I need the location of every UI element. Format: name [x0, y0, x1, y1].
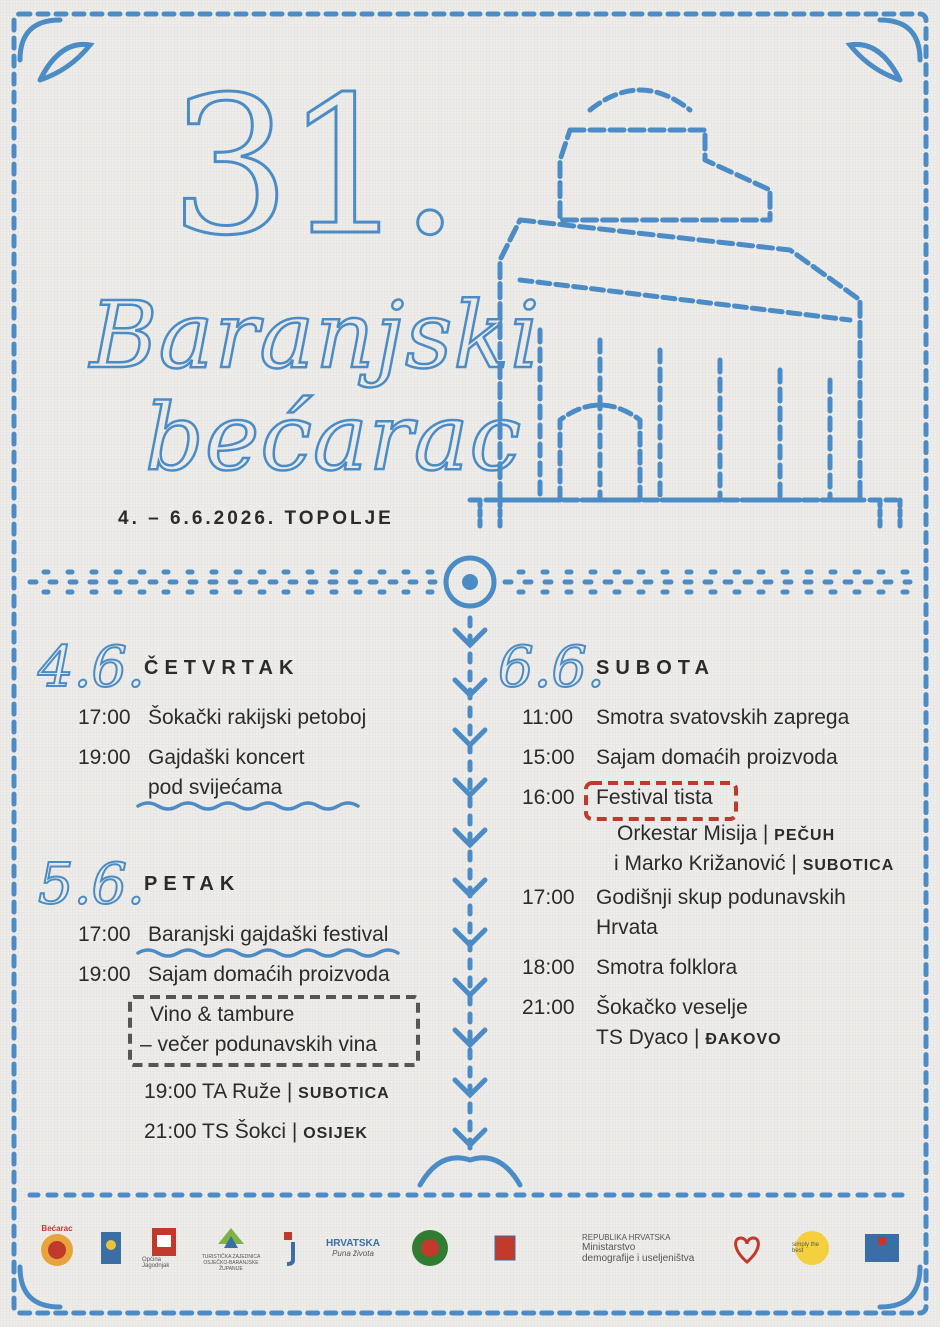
- edition-number: 31.: [170, 56, 455, 277]
- day-name: SUBOTA: [596, 657, 715, 679]
- performer-row: Orkestar Misija | PEČUH: [617, 822, 836, 845]
- event-row: 15:00 Sajam domaćih proizvoda: [522, 746, 838, 769]
- event-row: 19:00 Sajam domaćih proizvoda: [78, 963, 390, 986]
- sub-event-row: 19:00 TA Ruže | SUBOTICA: [144, 1080, 390, 1103]
- event-row-cont: pod svijećama: [148, 776, 283, 799]
- day-name: ČETVRTAK: [144, 657, 300, 679]
- sponsor-logo-heart: [712, 1222, 782, 1274]
- sponsor-logo-crest: [96, 1222, 126, 1274]
- performer-row: TS Dyaco | ĐAKOVO: [596, 1026, 782, 1049]
- sponsor-logo-ministry-a: [470, 1222, 540, 1274]
- box-line-2: – večer podunavskih vina: [140, 1033, 377, 1056]
- corner-ornament-tr: [850, 20, 920, 80]
- event-row: 19:00 Gajdaški koncert: [78, 746, 305, 769]
- day-date: 6.6.: [498, 635, 605, 700]
- sub-event-row: 21:00 TS Šokci | OSIJEK: [144, 1120, 368, 1143]
- event-row: 11:00 Smotra svatovskih zaprega: [522, 706, 850, 729]
- event-row: 17:00 Baranjski gajdaški festival: [78, 923, 389, 946]
- day-name: PETAK: [144, 873, 241, 895]
- underline-wave-1: [138, 803, 358, 809]
- day-date: 5.6.: [38, 852, 145, 917]
- day-date: 4.6.: [38, 635, 145, 700]
- sponsor-logo-ministry: REPUBLIKA HRVATSKA Ministarstvo demografije i useljeništva: [582, 1232, 695, 1264]
- sponsor-logo-becarac: Bećarac: [34, 1222, 80, 1274]
- bottom-ornament: [30, 1158, 910, 1195]
- sponsor-logo-simply: simply the best: [792, 1222, 832, 1274]
- sponsor-logo-tz: TURISTIČKA ZAJEDNICA OSJEČKO-BARANJSKE ŽUPANIJE: [196, 1222, 266, 1274]
- sponsor-logo-hrvatska-matica: [862, 1222, 902, 1274]
- event-row: 17:00 Godišnji skup podunavskih: [522, 886, 846, 909]
- event-row: 16:00 Festival tista: [522, 786, 713, 809]
- performer-row: i Marko Križanović | SUBOTICA: [614, 852, 895, 875]
- title-line-2: bećarac: [145, 384, 523, 491]
- title-line-1: Baranjski: [90, 282, 541, 389]
- sponsor-logo-j: [266, 1222, 316, 1274]
- sponsor-logo-opcina: Općina Jagodnjak: [142, 1222, 186, 1274]
- event-dates: 4. – 6.6.2026. TOPOLJE: [118, 508, 394, 529]
- event-row: 18:00 Smotra folklora: [522, 956, 738, 979]
- underline-wave-2: [138, 950, 398, 956]
- corner-ornament-tl: [20, 20, 90, 80]
- divider-vertical: [455, 618, 485, 1150]
- sponsor-logo-hrvatska: HRVATSKA Puna života: [326, 1238, 380, 1258]
- box-line-1: Vino & tambure: [150, 1003, 295, 1026]
- event-row: 21:00 Šokačko veselje: [522, 996, 748, 1019]
- event-row: 17:00 Šokački rakijski petoboj: [78, 706, 367, 729]
- event-row-cont: Hrvata: [596, 916, 658, 939]
- sponsor-logo-round: [408, 1222, 452, 1274]
